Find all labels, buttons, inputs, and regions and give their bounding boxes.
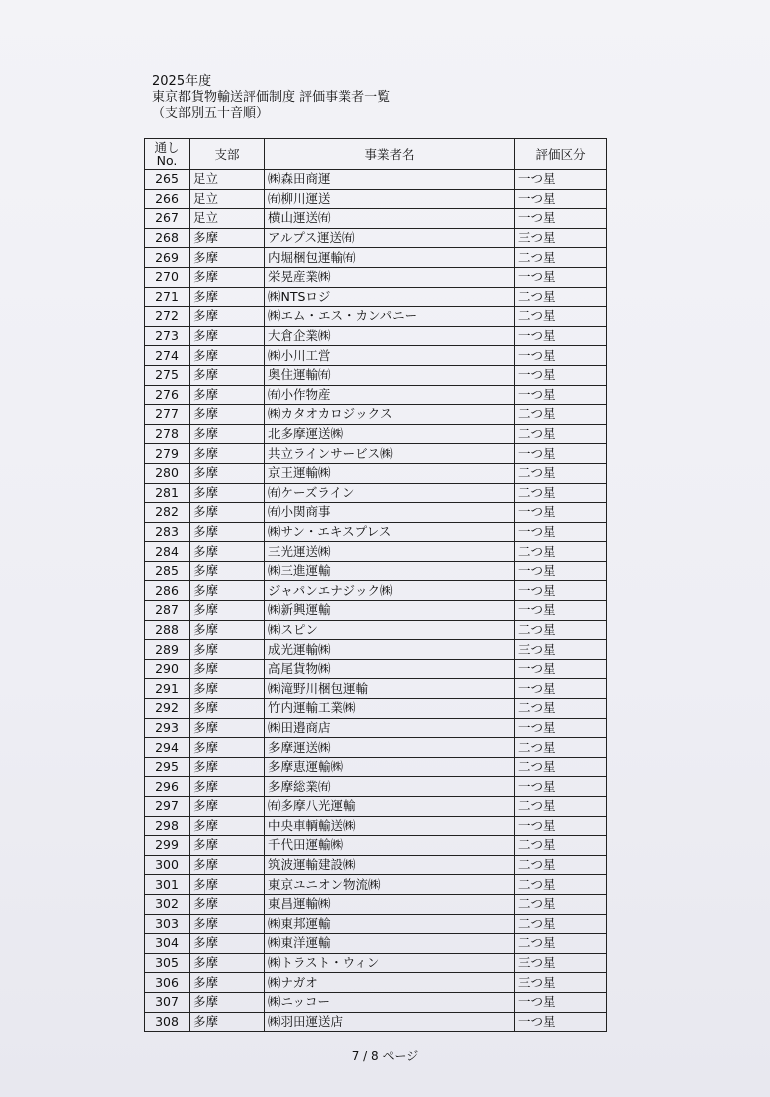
cell-operator-name: ㈱東邦運輸 (265, 914, 515, 934)
cell-branch: 多摩 (190, 228, 265, 248)
cell-operator-name: ㈲小作物産 (265, 385, 515, 405)
cell-operator-name: ㈱森田商運 (265, 170, 515, 190)
table-row (145, 875, 607, 895)
table-row (145, 992, 607, 1012)
table-row (145, 326, 607, 346)
cell-no: 288 (145, 620, 190, 640)
cell-operator-name: ㈱トラスト・ウィン (265, 953, 515, 973)
cell-grade: 二つ星 (515, 934, 607, 954)
cell-no: 296 (145, 777, 190, 797)
table-header-row (145, 139, 607, 170)
cell-branch: 多摩 (190, 620, 265, 640)
cell-grade: 二つ星 (515, 287, 607, 307)
table-row (145, 424, 607, 444)
table-row (145, 894, 607, 914)
table-row (145, 757, 607, 777)
column-header-no (145, 139, 190, 170)
table-row (145, 228, 607, 248)
cell-no: 265 (145, 170, 190, 190)
cell-branch: 多摩 (190, 640, 265, 660)
cell-no: 278 (145, 424, 190, 444)
table-row (145, 953, 607, 973)
table-row (145, 659, 607, 679)
cell-grade: 一つ星 (515, 209, 607, 229)
cell-operator-name: 東昌運輸㈱ (265, 894, 515, 914)
cell-operator-name: 多摩総業㈲ (265, 777, 515, 797)
cell-operator-name: 奥住運輸㈲ (265, 365, 515, 385)
cell-operator-name: ㈱滝野川梱包運輸 (265, 679, 515, 699)
cell-branch: 多摩 (190, 699, 265, 719)
table-row (145, 483, 607, 503)
column-header-no-line1: 通し (154, 140, 180, 155)
cell-operator-name: 多摩運送㈱ (265, 738, 515, 758)
cell-branch: 多摩 (190, 326, 265, 346)
table-row (145, 189, 607, 209)
cell-operator-name: ジャパンエナジック㈱ (265, 581, 515, 601)
table-row (145, 542, 607, 562)
cell-branch: 多摩 (190, 934, 265, 954)
cell-no: 267 (145, 209, 190, 229)
cell-branch: 多摩 (190, 307, 265, 327)
cell-no: 275 (145, 365, 190, 385)
cell-branch: 多摩 (190, 424, 265, 444)
cell-grade: 一つ星 (515, 581, 607, 601)
cell-branch: 多摩 (190, 561, 265, 581)
cell-operator-name: 横山運送㈲ (265, 209, 515, 229)
cell-no: 302 (145, 894, 190, 914)
cell-grade: 三つ星 (515, 228, 607, 248)
cell-branch: 多摩 (190, 463, 265, 483)
cell-branch: 多摩 (190, 365, 265, 385)
cell-grade: 二つ星 (515, 699, 607, 719)
cell-operator-name: 北多摩運送㈱ (265, 424, 515, 444)
cell-operator-name: アルプス運送㈲ (265, 228, 515, 248)
cell-branch: 足立 (190, 170, 265, 190)
cell-no: 307 (145, 992, 190, 1012)
cell-no: 282 (145, 503, 190, 523)
cell-operator-name: ㈱田邉商店 (265, 718, 515, 738)
cell-operator-name: 栄晃産業㈱ (265, 267, 515, 287)
cell-grade: 二つ星 (515, 894, 607, 914)
column-header-branch: 支部 (190, 139, 265, 170)
cell-no: 287 (145, 601, 190, 621)
cell-branch: 多摩 (190, 855, 265, 875)
cell-branch: 多摩 (190, 797, 265, 817)
cell-operator-name: ㈱ナガオ (265, 973, 515, 993)
cell-operator-name: ㈱羽田運送店 (265, 1012, 515, 1032)
cell-no: 270 (145, 267, 190, 287)
cell-grade: 一つ星 (515, 718, 607, 738)
cell-operator-name: ㈱三進運輸 (265, 561, 515, 581)
cell-operator-name: 三光運送㈱ (265, 542, 515, 562)
cell-operator-name: 共立ラインサービス㈱ (265, 444, 515, 464)
table-row (145, 248, 607, 268)
cell-grade: 二つ星 (515, 248, 607, 268)
cell-no: 277 (145, 405, 190, 425)
table-row (145, 855, 607, 875)
table-row (145, 365, 607, 385)
cell-branch: 多摩 (190, 385, 265, 405)
cell-operator-name: ㈱ニッコー (265, 992, 515, 1012)
cell-no: 289 (145, 640, 190, 660)
cell-grade: 二つ星 (515, 463, 607, 483)
cell-grade: 一つ星 (515, 777, 607, 797)
page-indicator: 7 / 8 ページ (351, 1049, 419, 1063)
cell-branch: 多摩 (190, 287, 265, 307)
cell-branch: 多摩 (190, 953, 265, 973)
table-row (145, 385, 607, 405)
cell-grade: 二つ星 (515, 542, 607, 562)
cell-grade: 一つ星 (515, 444, 607, 464)
cell-grade: 二つ星 (515, 738, 607, 758)
cell-operator-name: ㈱スピン (265, 620, 515, 640)
cell-grade: 一つ星 (515, 1012, 607, 1032)
table-row (145, 640, 607, 660)
cell-no: 272 (145, 307, 190, 327)
cell-operator-name: ㈲柳川運送 (265, 189, 515, 209)
table-row (145, 307, 607, 327)
cell-branch: 多摩 (190, 914, 265, 934)
cell-grade: 二つ星 (515, 483, 607, 503)
cell-grade: 二つ星 (515, 914, 607, 934)
cell-no: 303 (145, 914, 190, 934)
cell-operator-name: 中央車輌輸送㈱ (265, 816, 515, 836)
cell-no: 285 (145, 561, 190, 581)
cell-no: 305 (145, 953, 190, 973)
fiscal-year: 2025年度 (152, 74, 212, 89)
table-row (145, 777, 607, 797)
cell-branch: 多摩 (190, 483, 265, 503)
cell-grade: 二つ星 (515, 424, 607, 444)
table-row (145, 170, 607, 190)
cell-operator-name: ㈲ケーズライン (265, 483, 515, 503)
cell-branch: 多摩 (190, 757, 265, 777)
cell-branch: 多摩 (190, 581, 265, 601)
table-row (145, 679, 607, 699)
table-row (145, 444, 607, 464)
column-header-grade: 評価区分 (515, 139, 607, 170)
cell-operator-name: 東京ユニオン物流㈱ (265, 875, 515, 895)
cell-operator-name: ㈱東洋運輸 (265, 934, 515, 954)
cell-operator-name: 千代田運輸㈱ (265, 836, 515, 856)
cell-no: 304 (145, 934, 190, 954)
cell-grade: 一つ星 (515, 522, 607, 542)
cell-grade: 一つ星 (515, 503, 607, 523)
cell-no: 291 (145, 679, 190, 699)
table-row (145, 209, 607, 229)
cell-branch: 多摩 (190, 444, 265, 464)
cell-no: 266 (145, 189, 190, 209)
cell-no: 295 (145, 757, 190, 777)
cell-operator-name: 成光運輸㈱ (265, 640, 515, 660)
cell-branch: 多摩 (190, 601, 265, 621)
cell-operator-name: ㈲多摩八光運輸 (265, 797, 515, 817)
cell-grade: 一つ星 (515, 992, 607, 1012)
table-row (145, 287, 607, 307)
cell-no: 284 (145, 542, 190, 562)
cell-grade: 二つ星 (515, 307, 607, 327)
cell-grade: 一つ星 (515, 365, 607, 385)
cell-no: 308 (145, 1012, 190, 1032)
cell-branch: 多摩 (190, 659, 265, 679)
cell-grade: 一つ星 (515, 326, 607, 346)
cell-operator-name: 京王運輸㈱ (265, 463, 515, 483)
cell-branch: 多摩 (190, 992, 265, 1012)
table-row (145, 581, 607, 601)
cell-branch: 多摩 (190, 679, 265, 699)
cell-no: 300 (145, 855, 190, 875)
cell-operator-name: 多摩恵運輸㈱ (265, 757, 515, 777)
cell-no: 286 (145, 581, 190, 601)
cell-grade: 二つ星 (515, 620, 607, 640)
table-row (145, 346, 607, 366)
cell-no: 293 (145, 718, 190, 738)
document-title: 東京都貨物輸送評価制度 評価事業者一覧 (152, 90, 391, 105)
cell-no: 271 (145, 287, 190, 307)
cell-grade: 一つ星 (515, 189, 607, 209)
column-header-no-line2: No. (156, 153, 178, 168)
cell-branch: 多摩 (190, 267, 265, 287)
cell-operator-name: 高尾貨物㈱ (265, 659, 515, 679)
table-row (145, 934, 607, 954)
table-row (145, 601, 607, 621)
cell-no: 279 (145, 444, 190, 464)
cell-branch: 多摩 (190, 816, 265, 836)
table-row (145, 914, 607, 934)
table-row (145, 699, 607, 719)
sort-note: （支部別五十音順） (152, 106, 270, 121)
cell-grade: 二つ星 (515, 405, 607, 425)
cell-branch: 多摩 (190, 973, 265, 993)
cell-branch: 多摩 (190, 503, 265, 523)
cell-operator-name: 大倉企業㈱ (265, 326, 515, 346)
cell-branch: 多摩 (190, 1012, 265, 1032)
cell-grade: 一つ星 (515, 561, 607, 581)
cell-operator-name: 筑波運輸建設㈱ (265, 855, 515, 875)
cell-grade: 一つ星 (515, 385, 607, 405)
cell-grade: 一つ星 (515, 659, 607, 679)
table-row (145, 503, 607, 523)
table-row (145, 267, 607, 287)
cell-branch: 多摩 (190, 836, 265, 856)
cell-branch: 多摩 (190, 738, 265, 758)
cell-no: 298 (145, 816, 190, 836)
cell-branch: 多摩 (190, 777, 265, 797)
table-row (145, 816, 607, 836)
column-header-name: 事業者名 (265, 139, 515, 170)
table-row (145, 973, 607, 993)
cell-no: 268 (145, 228, 190, 248)
table-row (145, 836, 607, 856)
table-row (145, 463, 607, 483)
cell-no: 269 (145, 248, 190, 268)
cell-grade: 一つ星 (515, 170, 607, 190)
cell-grade: 二つ星 (515, 855, 607, 875)
table-row (145, 718, 607, 738)
cell-branch: 多摩 (190, 522, 265, 542)
table-row (145, 797, 607, 817)
cell-grade: 二つ星 (515, 757, 607, 777)
cell-grade: 三つ星 (515, 953, 607, 973)
cell-grade: 一つ星 (515, 601, 607, 621)
cell-operator-name: ㈲小関商事 (265, 503, 515, 523)
cell-branch: 足立 (190, 209, 265, 229)
cell-operator-name: ㈱エム・エス・カンパニー (265, 307, 515, 327)
cell-operator-name: 竹内運輸工業㈱ (265, 699, 515, 719)
cell-operator-name: ㈱NTSロジ (265, 287, 515, 307)
cell-no: 274 (145, 346, 190, 366)
cell-no: 297 (145, 797, 190, 817)
cell-no: 301 (145, 875, 190, 895)
cell-operator-name: ㈱新興運輸 (265, 601, 515, 621)
table-row (145, 405, 607, 425)
cell-operator-name: ㈱カタオカロジックス (265, 405, 515, 425)
cell-no: 294 (145, 738, 190, 758)
cell-no: 273 (145, 326, 190, 346)
cell-grade: 二つ星 (515, 797, 607, 817)
cell-grade: 一つ星 (515, 346, 607, 366)
cell-branch: 多摩 (190, 542, 265, 562)
cell-no: 290 (145, 659, 190, 679)
cell-no: 306 (145, 973, 190, 993)
operator-table (144, 138, 607, 1032)
cell-grade: 三つ星 (515, 640, 607, 660)
cell-no: 276 (145, 385, 190, 405)
cell-grade: 一つ星 (515, 816, 607, 836)
table-row (145, 620, 607, 640)
cell-grade: 二つ星 (515, 875, 607, 895)
table-row (145, 561, 607, 581)
cell-operator-name: ㈱小川工営 (265, 346, 515, 366)
cell-grade: 三つ星 (515, 973, 607, 993)
cell-operator-name: ㈱サン・エキスプレス (265, 522, 515, 542)
cell-branch: 足立 (190, 189, 265, 209)
table-row (145, 738, 607, 758)
cell-operator-name: 内堀梱包運輸㈲ (265, 248, 515, 268)
cell-branch: 多摩 (190, 346, 265, 366)
cell-branch: 多摩 (190, 875, 265, 895)
cell-no: 281 (145, 483, 190, 503)
cell-branch: 多摩 (190, 894, 265, 914)
cell-no: 280 (145, 463, 190, 483)
cell-no: 292 (145, 699, 190, 719)
document-header (152, 74, 390, 122)
table-row (145, 1012, 607, 1032)
cell-branch: 多摩 (190, 248, 265, 268)
cell-grade: 一つ星 (515, 267, 607, 287)
cell-grade: 二つ星 (515, 836, 607, 856)
cell-branch: 多摩 (190, 405, 265, 425)
table-row (145, 522, 607, 542)
cell-grade: 一つ星 (515, 679, 607, 699)
cell-branch: 多摩 (190, 718, 265, 738)
cell-no: 299 (145, 836, 190, 856)
cell-no: 283 (145, 522, 190, 542)
